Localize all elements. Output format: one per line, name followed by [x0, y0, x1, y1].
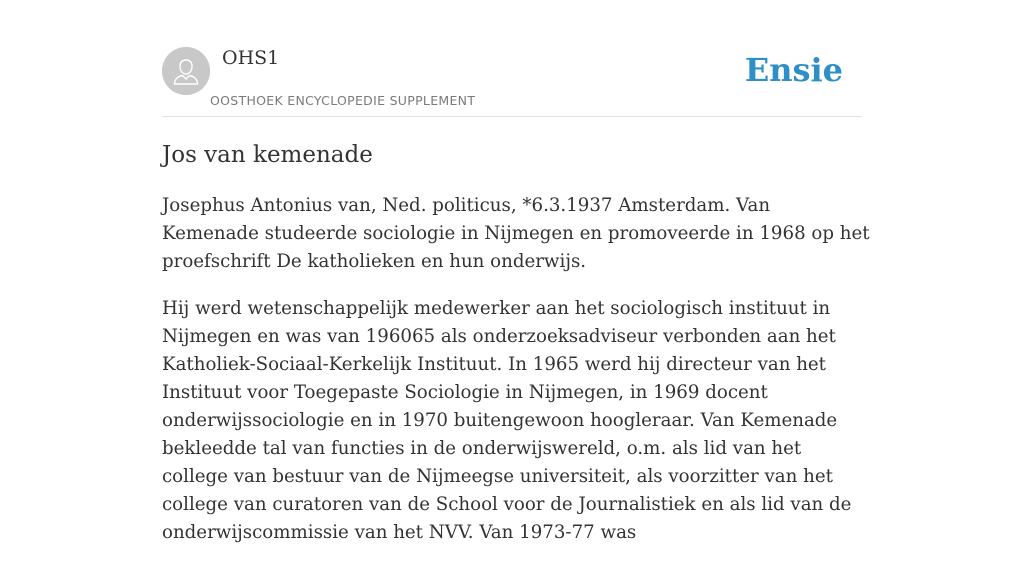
source-code[interactable]: OHS1: [222, 47, 280, 69]
article-paragraph: Josephus Antonius van, Ned. politicus, *6.3.1937 Amsterdam. Van Kemenade studeerde sociologie in Nijmegen en promoveerde in 1968 op het proefschrift De katholieken en hun onderwijs.: [162, 195, 870, 272]
article-paragraph: Hij werd wetenschappelijk medewerker aan het sociologisch instituut in Nijmegen en was van 196065 als onderzoeksadviseur verbonden aan het Katholiek-Sociaal-Kerkelijk Instituut. In 1965 werd hij directeur van het Instituut voor Toegepaste Sociologie in Nijmegen, in 1969 docent onderwijssociologie en in 1970 buitengewoon hoogleraar. Van Kemenade bekleedde tal van functies in de onderwijswereld, o.m. als lid van het college van bestuur van de Nijmeegse universiteit, als voorzitter van het college van curatoren van de School voor de Journalistiek en als lid van de onderwijscommissie van het NVV. Van 1973-77 was: [162, 298, 852, 543]
source-name: OOSTHOEK ENCYCLOPEDIE SUPPLEMENT: [210, 93, 476, 108]
source-avatar[interactable]: [162, 47, 210, 95]
brand-logo[interactable]: Ensie: [744, 51, 843, 89]
source-header: [162, 46, 862, 117]
article-body: [162, 192, 872, 566]
user-icon: [162, 47, 210, 95]
article-title: Jos van kemenade: [162, 142, 373, 168]
